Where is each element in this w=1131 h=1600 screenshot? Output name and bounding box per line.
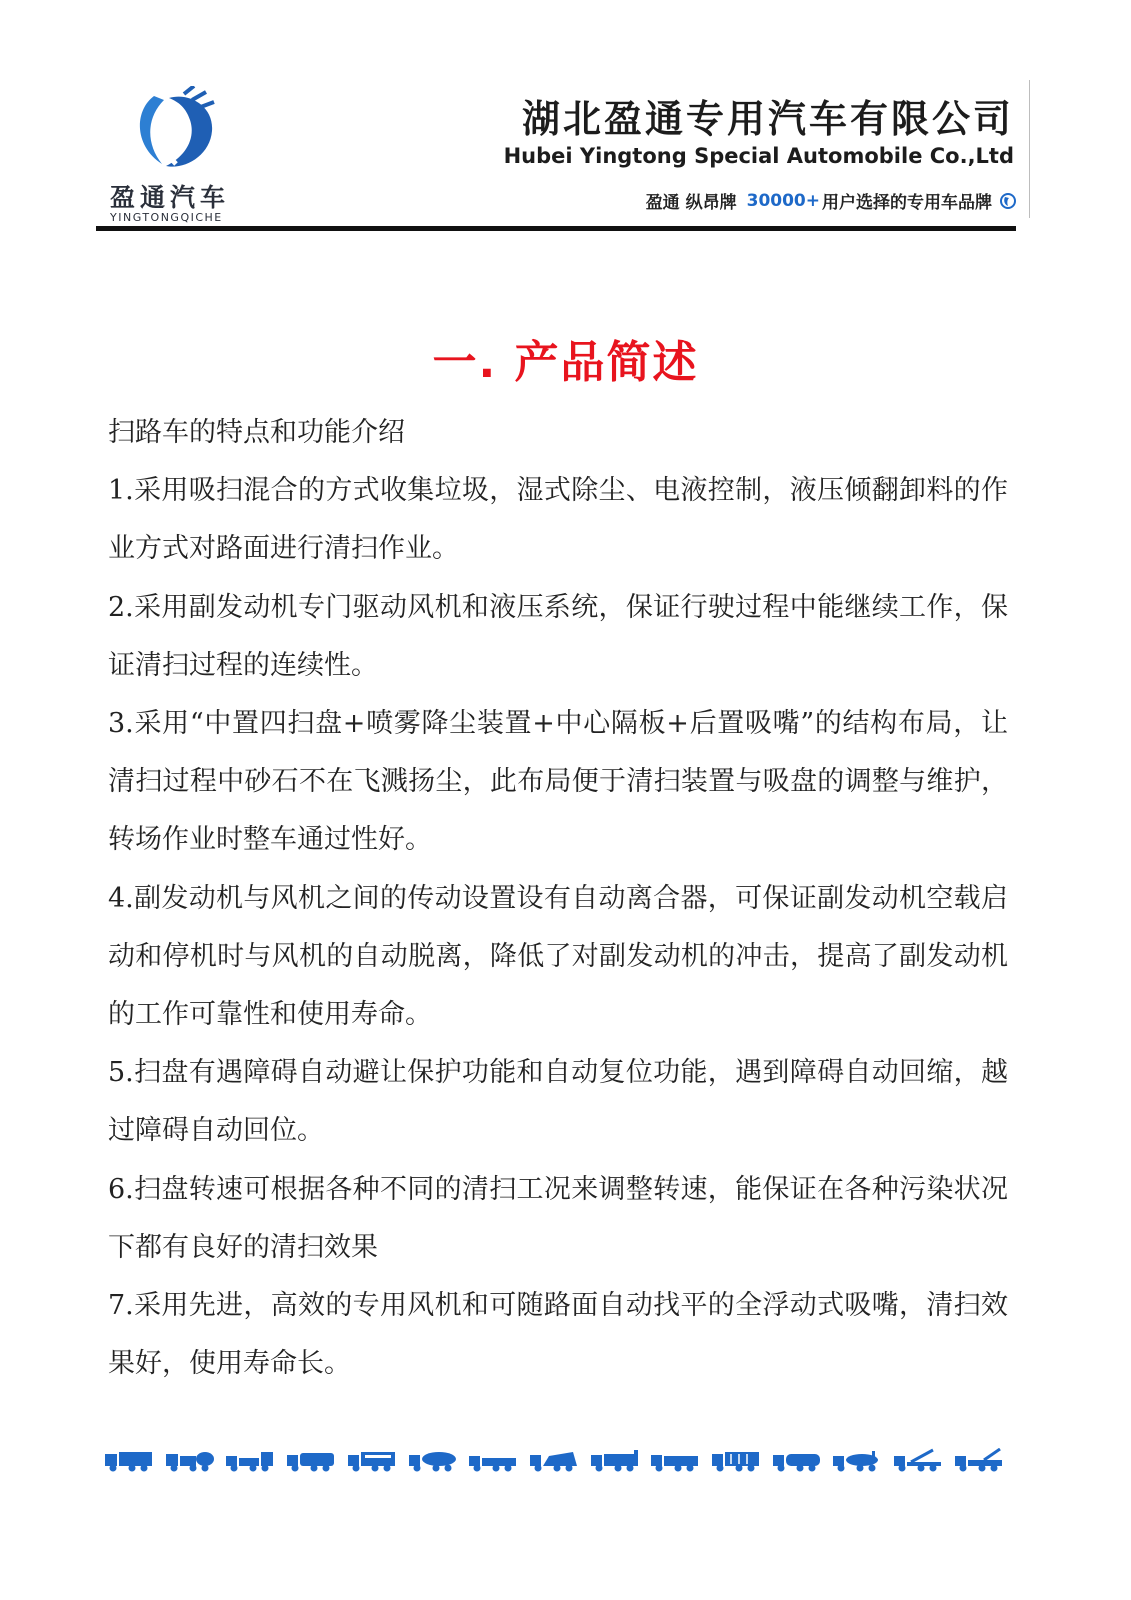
- truck-icon: [165, 1448, 215, 1478]
- truck-icon: [590, 1448, 640, 1478]
- paragraph-item-4: 4.副发动机与风机之间的传动设置设有自动离合器，可保证副发动机空载启动和停机时与风机的自动脱离，降低了对副发动机的冲击，提高了副发动机的工作可靠性和使用寿命。: [108, 882, 1008, 1031]
- brand-slogan: [646, 188, 1016, 213]
- truck-icon: [893, 1448, 943, 1478]
- truck-icon: [408, 1448, 458, 1478]
- paragraph-item-5: 5.扫盘有遇障碍自动避让保护功能和自动复位功能，遇到障碍自动回缩，越过障碍自动回位。: [108, 1057, 1008, 1147]
- footer-truck-strip: [104, 1448, 1004, 1478]
- mini-logo-icon: [1000, 193, 1016, 209]
- company-name-cn: 湖北盈通专用汽车有限公司: [521, 97, 1014, 141]
- page-header: [96, 80, 1040, 230]
- truck-icon: [650, 1448, 700, 1478]
- paragraph-item-3: 3.采用“中置四扫盘+喷雾降尘装置+中心隔板+后置吸嘴”的结构布局，让清扫过程中砂石不在飞溅扬尘，此布局便于清扫装置与吸盘的调整与维护，转场作业时整车通过性好。: [108, 708, 1008, 856]
- logo-pinyin-name: YINGTONGQICHE: [110, 211, 223, 224]
- truck-icon: [832, 1448, 882, 1478]
- slogan-brand: 盈通 纵昂牌: [645, 193, 737, 213]
- logo-chinese-name: 盈通汽车: [110, 183, 231, 212]
- header-rule: [96, 226, 1016, 231]
- truck-icon: [104, 1448, 154, 1478]
- paragraph-intro: 扫路车的特点和功能介绍: [108, 417, 405, 448]
- truck-icon: [772, 1448, 822, 1478]
- truck-icon: [286, 1448, 336, 1478]
- truck-icon: [225, 1448, 275, 1478]
- truck-icon: [711, 1448, 761, 1478]
- company-logo-icon: [124, 86, 224, 176]
- paragraph-item-1: 1.采用吸扫混合的方式收集垃圾，湿式除尘、电液控制，液压倾翻卸料的作业方式对路面进行清扫作业。: [108, 475, 1008, 565]
- slogan-count: 30000+: [746, 190, 820, 211]
- paragraph-item-2: 2.采用副发动机专门驱动风机和液压系统，保证行驶过程中能继续工作，保证清扫过程的连续性。: [108, 591, 1008, 681]
- header-divider: [1029, 80, 1030, 218]
- truck-icon: [529, 1448, 579, 1478]
- paragraph-item-7: 7.采用先进，高效的专用风机和可随路面自动找平的全浮动式吸嘴，清扫效果好，使用寿命长。: [108, 1290, 1008, 1380]
- document-body: [108, 404, 1008, 1393]
- company-name-en: Hubei Yingtong Special Automobile Co.,Ltd: [503, 144, 1014, 168]
- paragraph-item-6: 6.扫盘转速可根据各种不同的清扫工况来调整转速，能保证在各种污染状况下都有良好的清扫效果: [108, 1173, 1008, 1263]
- slogan-text: 用户选择的专用车品牌: [822, 193, 992, 213]
- truck-icon: [468, 1448, 518, 1478]
- section-title: 一. 产品简述: [432, 337, 699, 388]
- truck-icon: [347, 1448, 397, 1478]
- truck-icon: [954, 1448, 1004, 1478]
